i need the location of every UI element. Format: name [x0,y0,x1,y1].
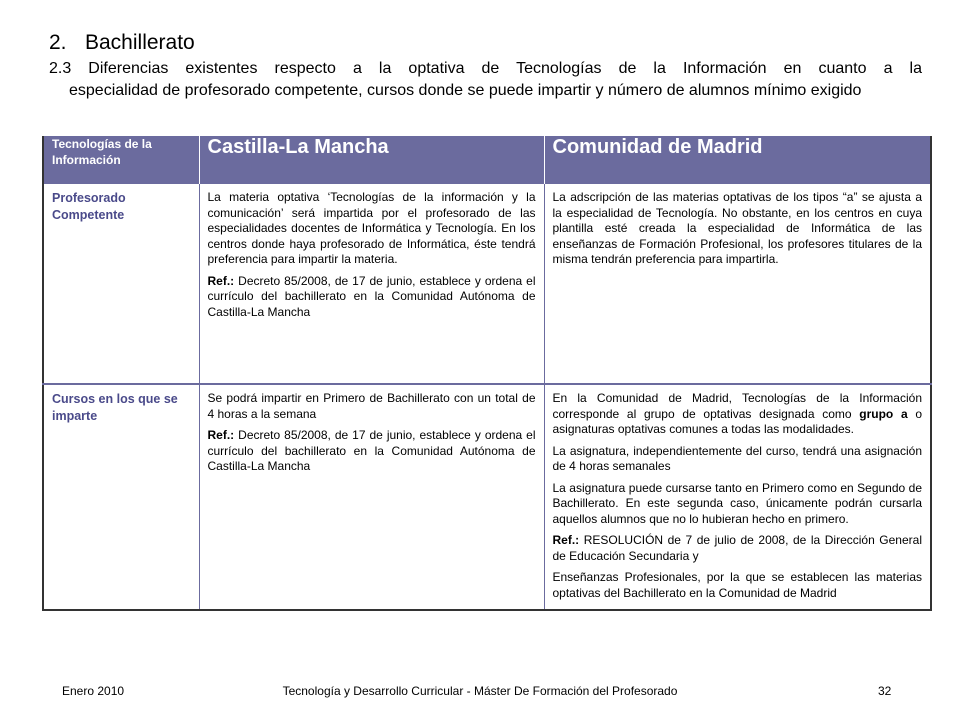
footer-title: Tecnología y Desarrollo Curricular - Máster De Formación del Profesorado [282,684,678,698]
cell-clm-cursos [199,384,544,610]
cell-clm-profesorado [199,184,544,384]
row-label-cursos: Cursos en los que se imparte [43,384,199,610]
table-row [43,384,931,610]
paragraph-reference: Ref.: Decreto 85/2008, de 17 de junio, establece y ordena el currículo del bachillerato en la Comunidad Autónoma de Castilla-La Mancha [207,273,536,319]
paragraph-reference: Ref.: Decreto 85/2008, de 17 de junio, establece y ordena el currículo del bachillerato en la Comunidad Autónoma de Castilla-La Mancha [207,428,536,473]
header-comunidad-de-madrid: Comunidad de Madrid [544,136,931,184]
section-heading [49,30,195,56]
header-castilla-la-mancha: Castilla-La Mancha [199,136,544,184]
subsection-heading [49,58,922,102]
footer-date: Enero 2010 [62,684,125,698]
subsection-heading-rest: especialidad de profesorado competente, cursos donde se puede impartir y número de alumnos mínimo exigido [69,82,862,99]
row-label-profesorado: Profesorado Competente [43,184,199,384]
section-title: Bachillerato [85,31,195,54]
comparison-table [42,136,932,611]
paragraph: Enseñanzas Profesionales, por la que se establecen las materias optativas del Bachillerato en la Comunidad de Madrid [552,570,922,600]
paragraph-reference: Ref.: RESOLUCIÓN de 7 de julio de 2008, de la Dirección General de Educación Secundaria y [552,533,922,563]
paragraph: La asignatura, independientemente del curso, tendrá una asignación de 4 horas semanales [552,443,922,473]
paragraph: La asignatura puede cursarse tanto en Primero como en Segundo de Bachillerato. En este segunda caso, únicamente podrán cursarla aquellos alumnos que no lo hubieran hecho en primero. [552,480,922,526]
table-row [43,184,931,384]
paragraph: Se podrá impartir en Primero de Bachillerato con un total de 4 horas a la semana [207,391,536,421]
table-header-row [43,136,931,184]
header-subject: Tecnologías de la Información [43,136,199,184]
paragraph: En la Comunidad de Madrid, Tecnologías de la Información corresponde al grupo de optativas designada como grupo a o asignaturas optativas comunes a todas las modalidades. [552,391,922,436]
section-number: 2. [49,31,67,54]
cell-madrid-cursos [544,384,931,610]
page-number: 32 [878,684,892,698]
paragraph: La adscripción de las materias optativas de los tipos “a” se ajusta a la especialidad de Tecnología. No obstante, en los centros en cuya plantilla esté creada la especialidad de Informática de las enseñanzas de Formación Profesional, los profesores titulares de la misma tendrán preferencia para impartirla. [552,190,922,266]
subsection-heading-line1: 2.3 Diferencias existentes respecto a la optativa de Tecnologías de la Información en cuanto a la [49,60,922,77]
cell-madrid-profesorado [544,184,931,384]
paragraph: La materia optativa ‘Tecnologías de la información y la comunicación’ será impartida por el profesorado de las especialidades docentes de Informática y Tecnología. En los centros donde haya profesorado de Informática, éste tendrá preferencia para impartir la materia. [207,190,536,266]
